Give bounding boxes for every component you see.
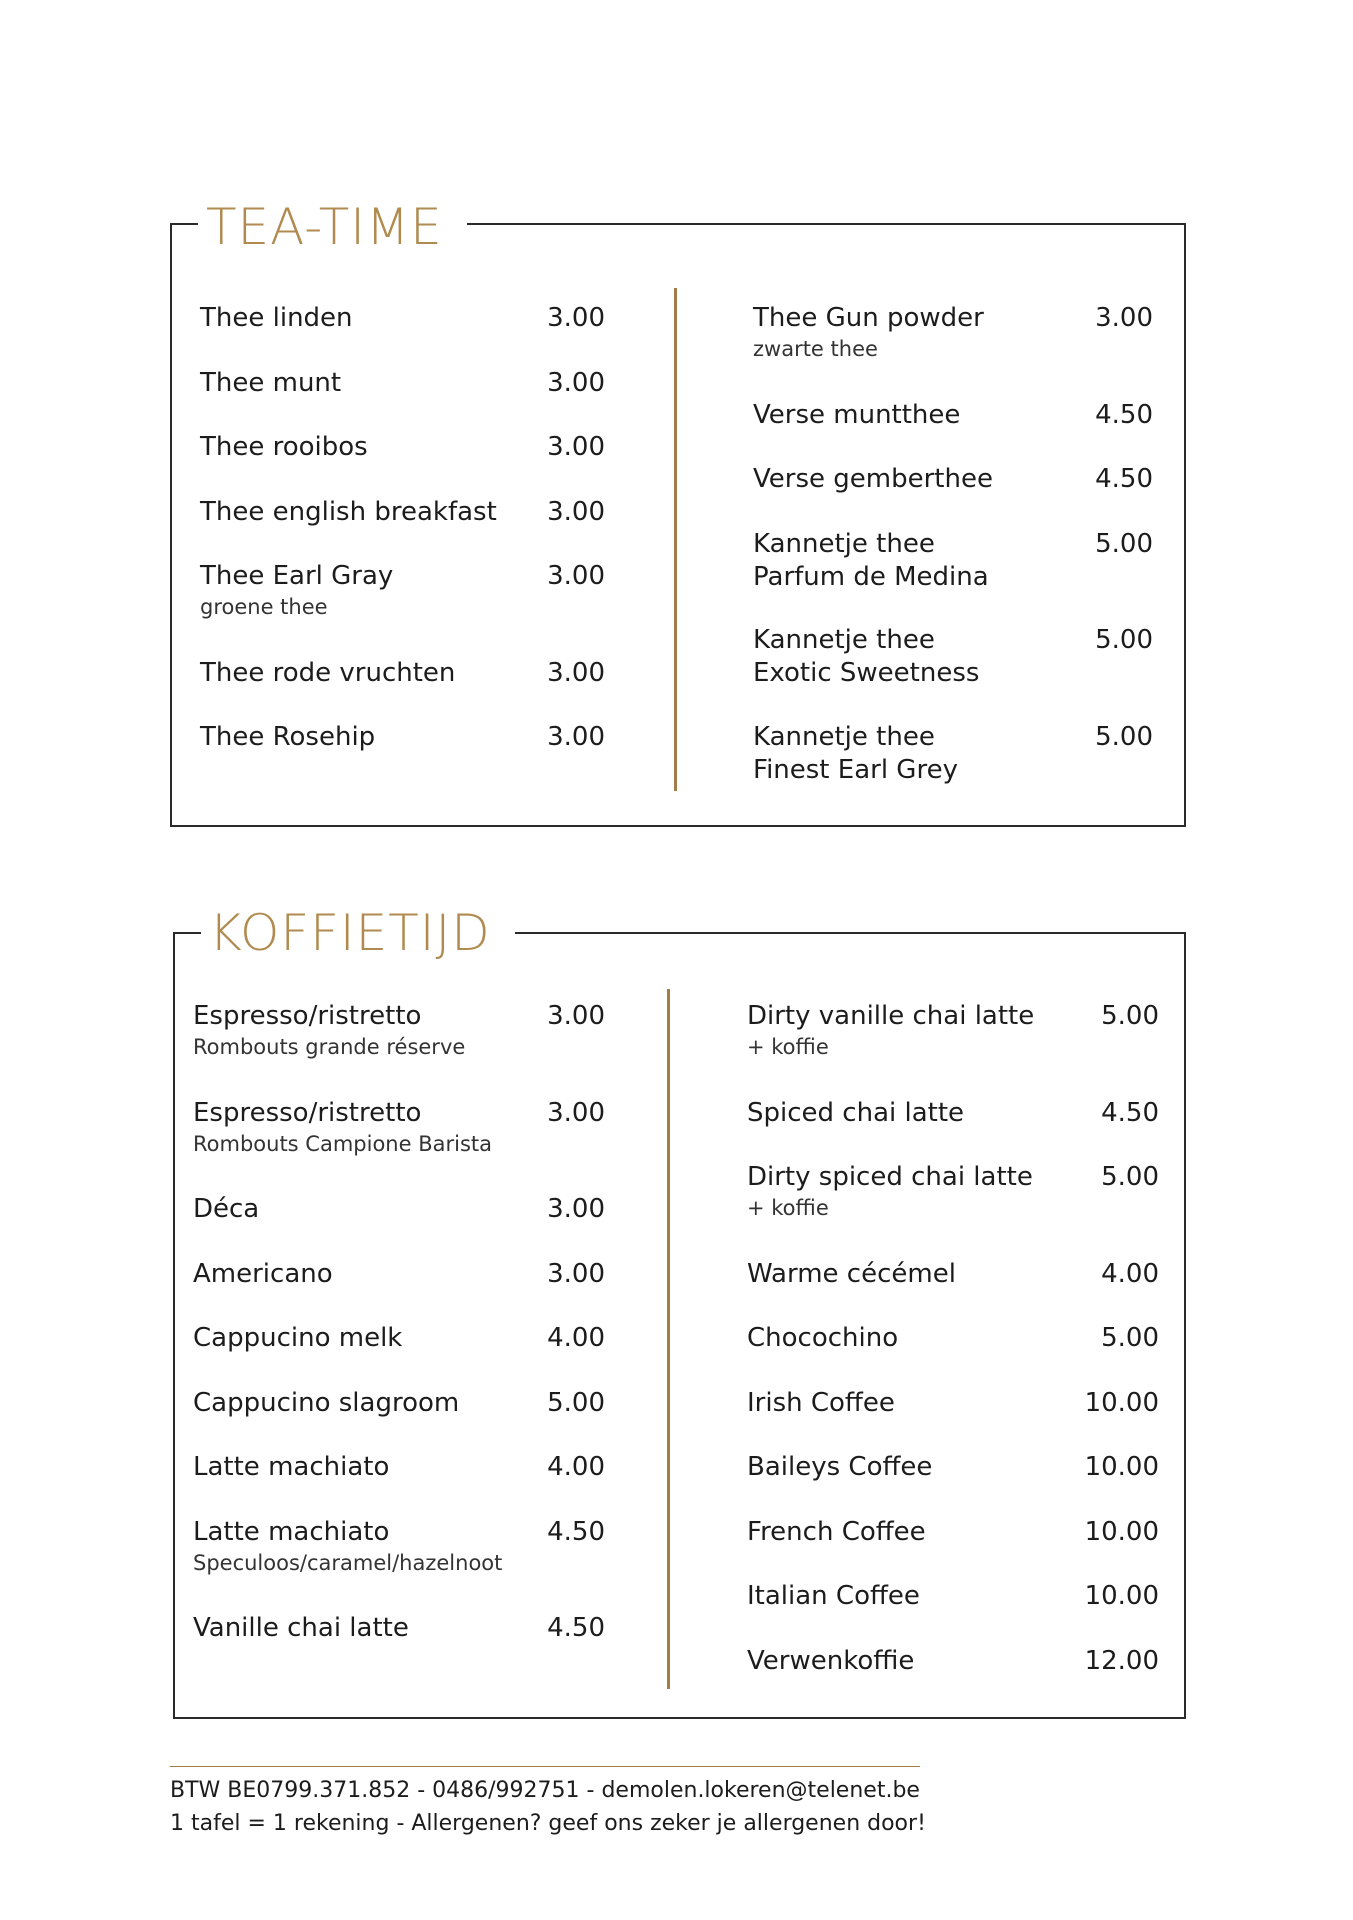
koffie-column-divider bbox=[667, 989, 670, 1689]
menu-item bbox=[747, 1258, 1159, 1291]
menu-item-name: French Coffee bbox=[747, 1516, 926, 1547]
menu-item-name: Espresso/ristretto bbox=[193, 1097, 422, 1128]
footer-note: 1 tafel = 1 rekening - Allergenen? geef ons zeker je allergenen door! bbox=[170, 1811, 926, 1836]
menu-item-name: Thee rode vruchten bbox=[200, 657, 456, 688]
menu-item bbox=[747, 1451, 1159, 1484]
menu-item-name: Verwenkoffie bbox=[747, 1645, 915, 1676]
menu-item-name: Thee munt bbox=[200, 367, 342, 398]
menu-item bbox=[753, 624, 1153, 690]
menu-item-name: Kannetje thee bbox=[753, 528, 935, 559]
menu-item-price: 4.50 bbox=[1095, 464, 1153, 494]
menu-item-price: 3.00 bbox=[547, 1097, 605, 1128]
menu-item-price: 3.00 bbox=[547, 303, 605, 333]
menu-item-name: Chocochino bbox=[747, 1323, 899, 1353]
menu-item-description: Rombouts Campione Barista bbox=[193, 1131, 492, 1156]
menu-item-description: Rombouts grande réserve bbox=[193, 1035, 466, 1059]
menu-item-name: Verse gemberthee bbox=[753, 464, 993, 494]
menu-item bbox=[747, 1161, 1159, 1222]
menu-item-price: 4.50 bbox=[1095, 399, 1153, 430]
menu-item bbox=[193, 1322, 605, 1355]
menu-item-name-line2: Exotic Sweetness bbox=[753, 658, 980, 688]
koffietijd-title: KOFFIETIJD bbox=[201, 903, 515, 963]
menu-item-price: 4.00 bbox=[547, 1323, 605, 1353]
tea-time-title: TEA-TIME bbox=[198, 197, 467, 257]
menu-item bbox=[747, 1387, 1159, 1420]
menu-item-price: 3.00 bbox=[547, 657, 605, 688]
menu-item-description: Speculoos/caramel/hazelnoot bbox=[193, 1550, 503, 1575]
menu-item bbox=[200, 367, 605, 400]
menu-item bbox=[753, 463, 1153, 496]
menu-item-name: Thee Gun powder bbox=[753, 303, 984, 333]
menu-item bbox=[193, 1097, 605, 1158]
menu-item-name: Irish Coffee bbox=[747, 1387, 895, 1418]
menu-item bbox=[747, 1580, 1159, 1613]
menu-item bbox=[747, 1000, 1159, 1061]
menu-item-name: Thee english breakfast bbox=[200, 496, 497, 527]
menu-item-price: 3.00 bbox=[547, 561, 605, 591]
menu-item-name: Verse muntthee bbox=[753, 399, 961, 430]
menu-item-name: Thee linden bbox=[200, 303, 353, 333]
menu-item-price: 5.00 bbox=[1095, 721, 1153, 752]
menu-item-name: Thee Rosehip bbox=[200, 722, 376, 752]
footer-rule bbox=[170, 1766, 920, 1767]
menu-item-price: 4.50 bbox=[547, 1613, 605, 1643]
menu-item bbox=[200, 431, 605, 464]
menu-item-name: Italian Coffee bbox=[747, 1581, 920, 1611]
menu-item-price: 3.00 bbox=[547, 722, 605, 752]
menu-item-price: 10.00 bbox=[1084, 1516, 1159, 1547]
menu-item bbox=[193, 1612, 605, 1645]
menu-item bbox=[753, 399, 1153, 432]
menu-item-name-line2: Parfum de Medina bbox=[753, 561, 989, 592]
menu-item bbox=[200, 496, 605, 529]
menu-item-name: Thee Earl Gray bbox=[200, 561, 394, 591]
menu-item-price: 3.00 bbox=[547, 367, 605, 398]
menu-item-name: Dirty vanille chai latte bbox=[747, 1001, 1035, 1031]
menu-item-name-line2: Finest Earl Grey bbox=[753, 754, 958, 785]
menu-item-name: Warme cécémel bbox=[747, 1258, 956, 1289]
menu-item bbox=[193, 1387, 605, 1420]
menu-item-price: 5.00 bbox=[1095, 528, 1153, 559]
menu-item-price: 5.00 bbox=[1101, 1162, 1159, 1192]
menu-item-name: Spiced chai latte bbox=[747, 1097, 965, 1128]
menu-item-price: 4.50 bbox=[547, 1516, 605, 1547]
menu-item bbox=[747, 1097, 1159, 1130]
menu-item-description: zwarte thee bbox=[753, 337, 878, 361]
menu-item-price: 10.00 bbox=[1084, 1452, 1159, 1482]
menu-item-price: 3.00 bbox=[547, 432, 605, 462]
tea-column-divider bbox=[674, 288, 677, 791]
menu-item-price: 10.00 bbox=[1084, 1581, 1159, 1611]
menu-item-price: 5.00 bbox=[547, 1387, 605, 1418]
menu-item-price: 3.00 bbox=[547, 1001, 605, 1031]
menu-item-price: 12.00 bbox=[1084, 1645, 1159, 1676]
menu-item bbox=[753, 721, 1153, 787]
menu-item-price: 3.00 bbox=[547, 1194, 605, 1224]
menu-item-name: Thee rooibos bbox=[200, 432, 368, 462]
menu-item bbox=[193, 1000, 605, 1061]
menu-item bbox=[200, 302, 605, 335]
menu-item bbox=[200, 657, 605, 690]
menu-item-name: Espresso/ristretto bbox=[193, 1001, 422, 1031]
menu-item-name: Latte machiato bbox=[193, 1452, 390, 1482]
footer-contact: BTW BE0799.371.852 - 0486/992751 - demolen.lokeren@telenet.be bbox=[170, 1778, 920, 1803]
menu-item bbox=[747, 1322, 1159, 1355]
menu-item-price: 3.00 bbox=[1095, 303, 1153, 333]
menu-item bbox=[753, 302, 1153, 363]
menu-item bbox=[193, 1516, 605, 1577]
menu-item-price: 10.00 bbox=[1084, 1387, 1159, 1418]
menu-item-name: Déca bbox=[193, 1194, 260, 1224]
menu-item-price: 3.00 bbox=[547, 496, 605, 527]
menu-item-price: 5.00 bbox=[1095, 625, 1153, 655]
menu-item-price: 3.00 bbox=[547, 1258, 605, 1289]
menu-item bbox=[747, 1645, 1159, 1678]
menu-item-name: Cappucino melk bbox=[193, 1323, 403, 1353]
menu-item-description: + koffie bbox=[747, 1035, 829, 1059]
menu-item-name: Latte machiato bbox=[193, 1516, 390, 1547]
menu-item-name: Vanille chai latte bbox=[193, 1613, 409, 1643]
menu-item-price: 5.00 bbox=[1101, 1001, 1159, 1031]
menu-item-price: 4.00 bbox=[1101, 1258, 1159, 1289]
menu-item bbox=[753, 528, 1153, 594]
menu-item bbox=[200, 721, 605, 754]
menu-item-name: Baileys Coffee bbox=[747, 1452, 933, 1482]
menu-item-price: 4.00 bbox=[547, 1452, 605, 1482]
menu-item-name: Kannetje thee bbox=[753, 721, 935, 752]
menu-item-price: 4.50 bbox=[1101, 1097, 1159, 1128]
menu-item bbox=[193, 1193, 605, 1226]
menu-item-name: Cappucino slagroom bbox=[193, 1387, 460, 1418]
menu-item-description: groene thee bbox=[200, 595, 328, 619]
menu-item-name: Kannetje thee bbox=[753, 625, 935, 655]
menu-item bbox=[193, 1258, 605, 1291]
menu-item bbox=[193, 1451, 605, 1484]
menu-item-price: 5.00 bbox=[1101, 1323, 1159, 1353]
menu-item-name: Dirty spiced chai latte bbox=[747, 1162, 1033, 1192]
menu-item-description: + koffie bbox=[747, 1196, 829, 1220]
menu-item bbox=[200, 560, 605, 621]
menu-item-name: Americano bbox=[193, 1258, 333, 1289]
menu-item bbox=[747, 1516, 1159, 1549]
